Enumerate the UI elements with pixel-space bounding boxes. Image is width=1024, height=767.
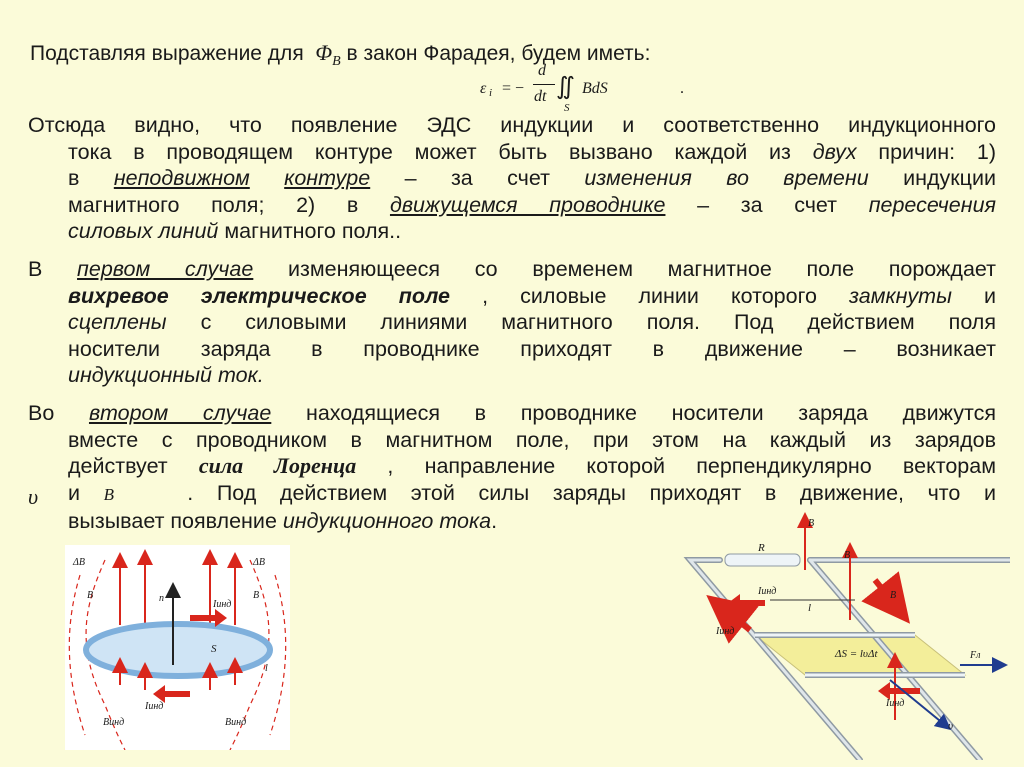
p3-text-1a: Во xyxy=(28,401,55,425)
p3-b-vector: B xyxy=(103,484,115,504)
label-I-ind-bottom: Iинд xyxy=(145,701,164,712)
label-B-top: B xyxy=(808,518,815,529)
p2-induction-current: индукционный ток. xyxy=(68,363,264,387)
p1-text-3d: – за счет xyxy=(404,166,550,190)
label-S: S xyxy=(211,643,217,655)
p1-text-1: Отсюда видно, что появление ЭДС индукции и соответственно индукционного xyxy=(28,113,996,137)
p3-line-3 xyxy=(28,453,996,480)
p2-line-1 xyxy=(28,256,996,283)
integral-subscript: S xyxy=(564,102,570,114)
p3-text-5c: . xyxy=(491,509,498,533)
label-dS: ΔS = lυΔt xyxy=(835,648,878,660)
paragraph-1 xyxy=(28,112,996,245)
label-B-ind-right: Bинд xyxy=(225,717,247,728)
p1-line-2 xyxy=(28,139,996,166)
label-I-ind-top: Iинд xyxy=(213,599,232,610)
p1-line-4 xyxy=(28,192,996,219)
loop-diagram xyxy=(65,545,290,750)
p2-text-4: носители заряда в проводнике приходят в движение – возникает xyxy=(68,336,996,361)
p3-text-1c: находящиеся в проводнике носители заряда движутся xyxy=(305,401,996,425)
phi-subscript: B xyxy=(332,54,341,70)
formula-integrand: BdS xyxy=(582,80,608,97)
formula-dot: . xyxy=(680,80,684,97)
label-n: n xyxy=(159,593,164,604)
label-v: υ xyxy=(948,720,954,732)
paragraph-2 xyxy=(28,256,996,389)
p2-line-3 xyxy=(28,309,996,336)
p1-line-3 xyxy=(28,165,996,192)
emf-symbol: ε xyxy=(480,80,487,97)
p1-text-4c: – за счет xyxy=(697,192,838,217)
p1-text-2c: причин: 1) xyxy=(878,139,997,164)
label-l: l xyxy=(265,663,268,674)
p3-text-2: вместе с проводником в магнитном поле, при этом на каждый из зарядов xyxy=(68,427,996,452)
double-integral-icon: ∬ xyxy=(556,74,575,100)
p1-moving-conductor: движущемся проводнике xyxy=(389,192,666,217)
label-F: Fл xyxy=(970,650,981,661)
p2-first-case: первом случае xyxy=(77,257,254,281)
p1-contour: контуре xyxy=(284,166,371,190)
figure-loop xyxy=(65,545,290,750)
p3-text-4a: и xyxy=(68,480,81,505)
label-R: R xyxy=(758,542,765,554)
figure-rails xyxy=(680,510,1010,760)
intro-before: Подставляя выражение для xyxy=(30,42,304,65)
p2-linked: сцеплены xyxy=(68,310,167,334)
label-B-mid: B xyxy=(844,550,851,561)
p1-crossing: пересечения xyxy=(868,192,997,217)
p3-text-5a: вызывает появление xyxy=(68,509,277,533)
p1-line-5 xyxy=(28,218,996,245)
formula-numerator: d xyxy=(538,62,546,79)
emf-subscript: i xyxy=(489,87,493,99)
label-B-right: B xyxy=(253,590,260,601)
p2-closed: замкнуты xyxy=(849,283,952,308)
p3-induction-current: индукционного тока xyxy=(282,509,492,533)
p2-line-4 xyxy=(28,336,996,363)
label-I-ind-1: Iинд xyxy=(758,586,777,597)
p3-lorentz-force: сила Лоренца xyxy=(198,453,357,478)
p1-text-4a: магнитного поля; 2) в xyxy=(68,192,359,217)
p2-text-3b: с силовыми линиями магнитного поля. Под действием поля xyxy=(200,310,996,334)
p2-text-2b: , силовые линии которого xyxy=(482,283,817,308)
p1-field-lines: силовых линий xyxy=(68,219,219,243)
p2-vortex-field: вихревое электрическое поле xyxy=(68,283,451,308)
p2-text-1a: В xyxy=(28,257,43,281)
label-B-ind-left: Bинд xyxy=(103,717,125,728)
p2-text-1c: изменяющееся со временем магнитное поле порождает xyxy=(288,257,997,281)
p3-second-case: втором случае xyxy=(88,401,272,425)
phi-symbol: Φ xyxy=(315,40,333,65)
p1-change-in-time: изменения во времени xyxy=(584,166,869,190)
p1-stationary: неподвижном xyxy=(113,166,250,190)
p3-line-2 xyxy=(28,427,996,454)
formula-eq: = − xyxy=(502,80,525,97)
faraday-formula xyxy=(480,62,700,118)
intro-after: в закон Фарадея, будем иметь: xyxy=(346,42,651,65)
velocity-symbol: υ xyxy=(28,484,39,509)
p2-text-2d: и xyxy=(983,283,996,308)
p1-text-3f: индукции xyxy=(903,166,996,190)
p1-text-2a: тока в проводящем контуре может быть вызвано каждой из xyxy=(68,139,791,164)
label-B-left: B xyxy=(87,590,94,601)
p2-line-5 xyxy=(28,362,996,389)
label-l: l xyxy=(808,602,812,614)
label-dB-right: ΔB xyxy=(253,557,265,568)
p3-line-1 xyxy=(28,400,996,427)
label-dB-left: ΔB xyxy=(73,557,85,568)
p2-line-2 xyxy=(28,283,996,310)
p1-text-3a: в xyxy=(68,166,80,190)
p3-text-3c: , направление которой перпендикулярно векторам xyxy=(387,454,996,478)
p1-two: двух xyxy=(812,139,857,164)
p1-text-5b: магнитного поля.. xyxy=(224,219,402,243)
p3-line-4 xyxy=(28,480,996,509)
label-I-ind-2: Iинд xyxy=(716,626,735,637)
p3-text-4b: . Под действием этой силы заряды приходят в движение, что и xyxy=(187,480,996,505)
p1-line-1 xyxy=(28,112,996,139)
label-B-right: B xyxy=(890,590,897,601)
label-I-ind-3: Iинд xyxy=(886,698,905,709)
fraction-bar xyxy=(533,84,555,85)
formula-denominator: dt xyxy=(534,88,547,105)
p3-text-3a: действует xyxy=(68,454,168,478)
